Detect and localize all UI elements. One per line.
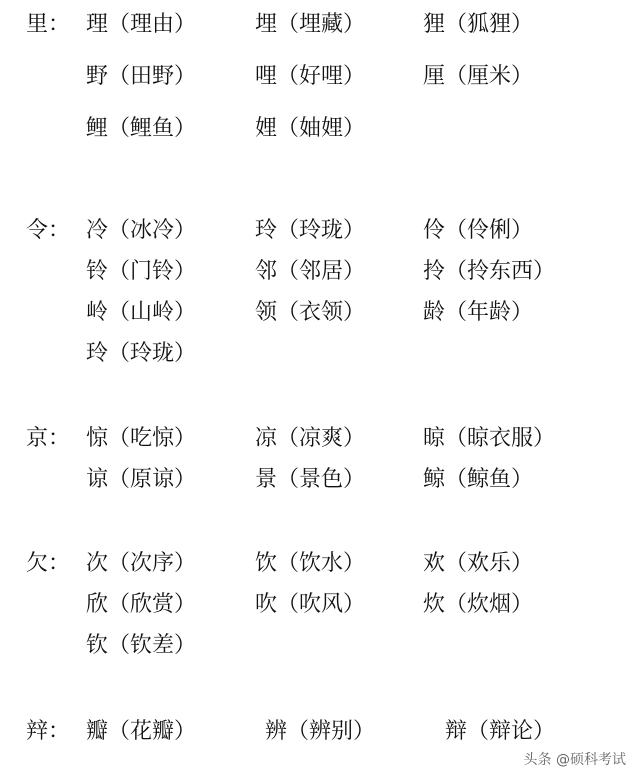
character-entry: 邻（邻居） <box>255 259 366 284</box>
radical-label: 令： <box>26 218 71 243</box>
character-entry: 理（理由） <box>86 12 197 37</box>
character-entry: 炊（炊烟） <box>423 592 534 617</box>
character-entry: 领（衣领） <box>255 300 366 325</box>
radical-label: 辡： <box>26 719 71 744</box>
character-entry: 欢（欢乐） <box>423 551 534 576</box>
character-entry: 野（田野） <box>86 64 197 89</box>
character-entry: 厘（厘米） <box>423 64 534 89</box>
character-entry: 惊（吃惊） <box>86 426 197 451</box>
character-entry: 龄（年龄） <box>423 300 534 325</box>
character-entry: 凉（凉爽） <box>255 426 366 451</box>
character-entry: 铃（门铃） <box>86 259 197 284</box>
character-entry: 伶（伶俐） <box>423 218 534 243</box>
character-entry: 谅（原谅） <box>86 467 197 492</box>
character-entry: 拎（拎东西） <box>423 259 556 284</box>
character-entry: 辩（辩论） <box>445 719 556 744</box>
character-entry: 娌（妯娌） <box>255 116 366 141</box>
radical-label: 里： <box>26 12 71 37</box>
radical-label: 京： <box>26 426 71 451</box>
character-entry: 次（次序） <box>86 551 197 576</box>
character-entry: 鲸（鲸鱼） <box>423 467 534 492</box>
character-entry: 埋（埋藏） <box>255 12 366 37</box>
character-entry: 岭（山岭） <box>86 300 197 325</box>
character-entry: 鲤（鲤鱼） <box>86 116 197 141</box>
character-entry: 冷（冰冷） <box>86 218 197 243</box>
character-entry: 吹（吹风） <box>255 592 366 617</box>
character-entry: 哩（好哩） <box>255 64 366 89</box>
character-entry: 欣（欣赏） <box>86 592 197 617</box>
character-entry: 景（景色） <box>255 467 366 492</box>
radical-label: 欠： <box>26 551 71 576</box>
character-entry: 晾（晾衣服） <box>423 426 556 451</box>
watermark: 头条 @硕科考试 <box>523 752 626 768</box>
character-entry: 玲（玲珑） <box>255 218 366 243</box>
character-entry: 饮（饮水） <box>255 551 366 576</box>
character-entry: 瓣（花瓣） <box>86 719 197 744</box>
character-entry: 钦（钦差） <box>86 633 197 658</box>
character-entry: 狸（狐狸） <box>423 12 534 37</box>
character-entry: 辨（辨别） <box>265 719 376 744</box>
character-entry: 玲（玲珑） <box>86 341 197 366</box>
